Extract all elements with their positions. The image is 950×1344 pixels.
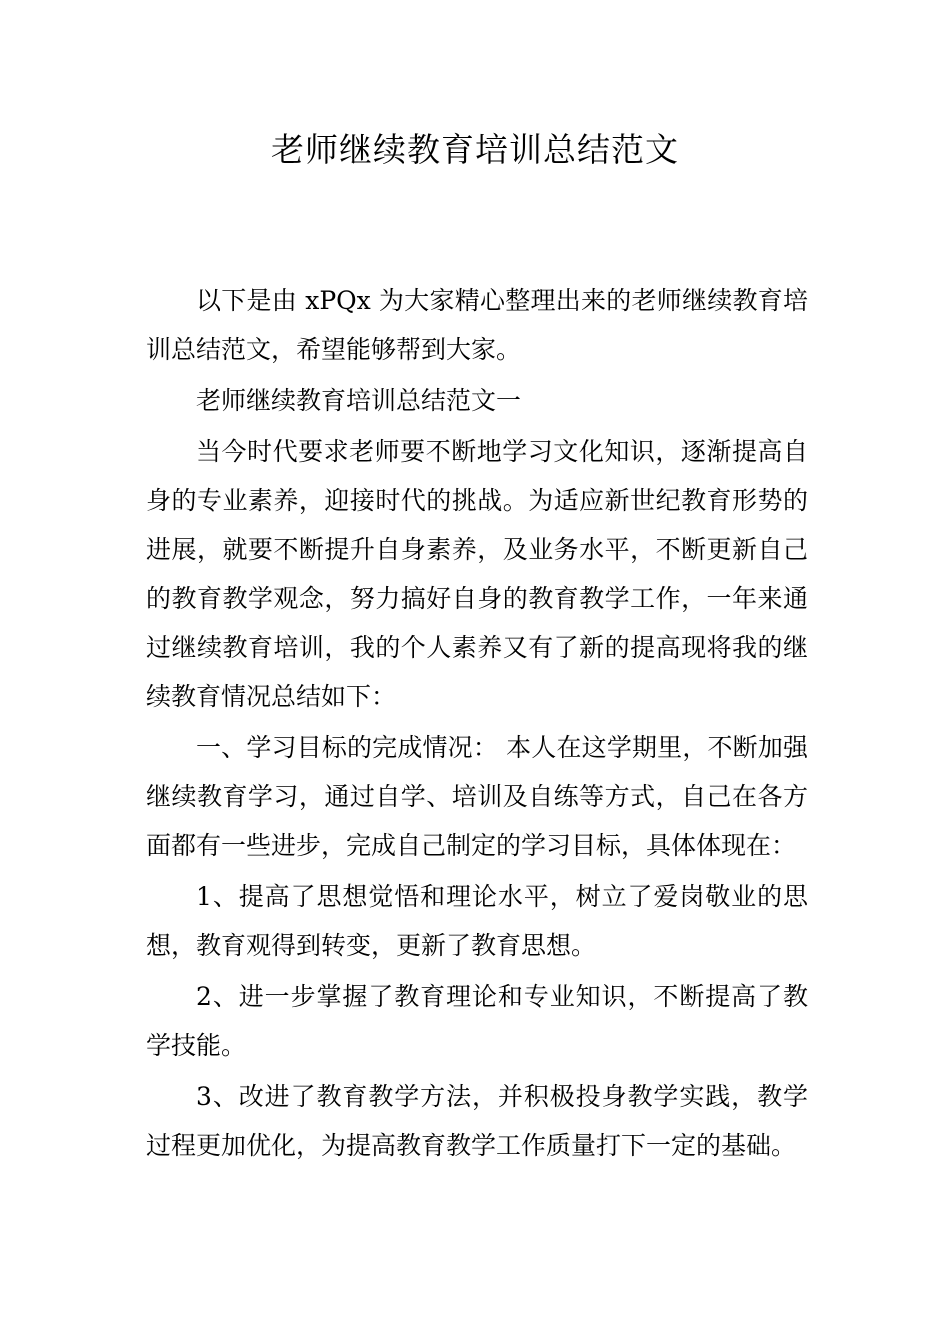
list-item: 2、进一步掌握了教育理论和专业知识，不断提高了教学技能。 <box>146 982 808 1060</box>
section-heading: 老师继续教育培训总结范文一 <box>196 386 522 415</box>
list-item: 1、提高了思想觉悟和理论水平，树立了爱岗敬业的思想，教育观得到转变，更新了教育思想。 <box>146 882 808 960</box>
document-title: 老师继续教育培训总结范文 <box>271 130 679 169</box>
list-item: 3、改进了教育教学方法，并积极投身教学实践，教学过程更加优化，为提高教育教学工作质量打下一定的基础。 <box>146 1082 808 1160</box>
intro-paragraph: 以下是由 xPQx 为大家精心整理出来的老师继续教育培训总结范文，希望能够帮到大家。 <box>146 286 808 364</box>
body-paragraph: 当今时代要求老师要不断地学习文化知识，逐渐提高自身的专业素养，迎接时代的挑战。为适应新世纪教育形势的进展，就要不断提升自身素养，及业务水平，不断更新自己的教育教学观念，努力搞好自身的教育教学工作，一年来通过继续教育培训，我的个人素养又有了新的提高现将我的继续教育情况总结如下： <box>146 437 808 711</box>
body-paragraph: 一、学习目标的完成情况： 本人在这学期里，不断加强继续教育学习，通过自学、培训及自练等方式，自己在各方面都有一些进步，完成自己制定的学习目标，具体体现在： <box>146 733 808 860</box>
document-body <box>146 276 808 1170</box>
